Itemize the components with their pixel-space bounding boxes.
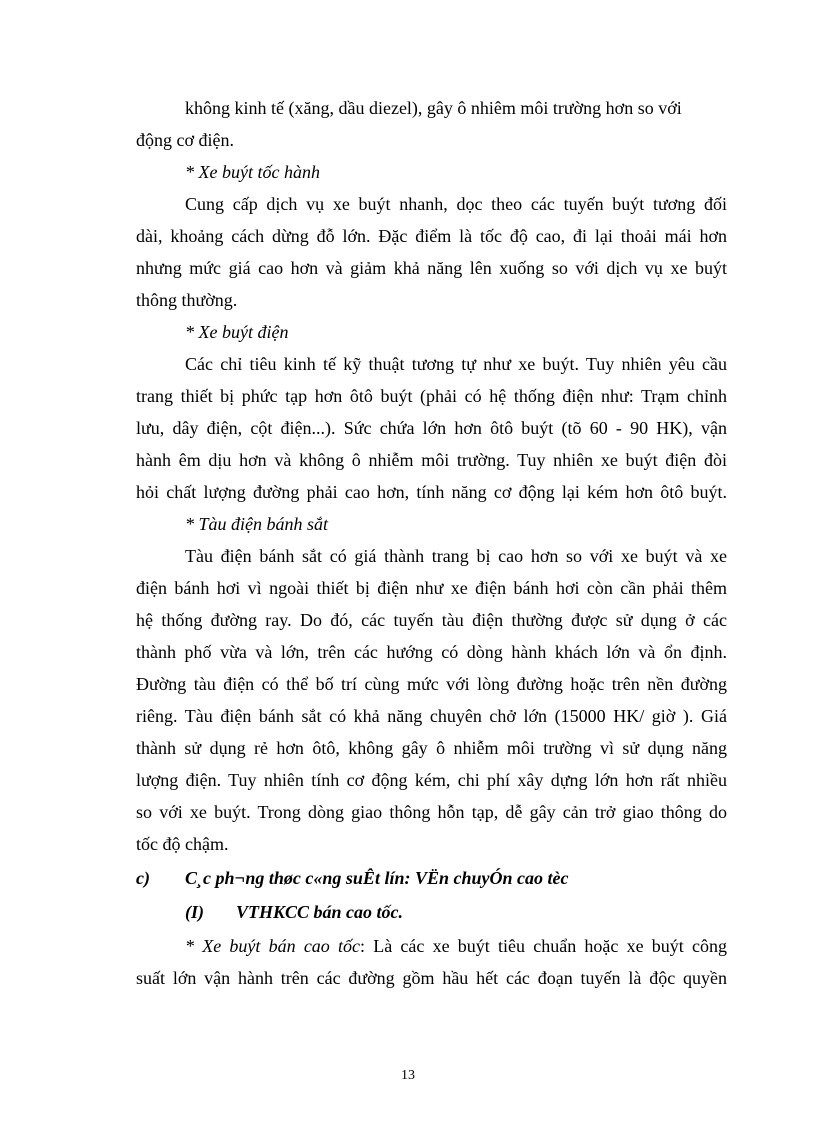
text-line: thành sử dụng rẻ hơn ôtô, không gây ô nhiễm môi trường vì sử dụng năng	[136, 738, 727, 758]
text-line	[185, 934, 727, 958]
text-line: hỏi chất lượng đường phải cao hơn, tính năng cơ động lại kém hơn ôtô buýt.	[136, 482, 727, 502]
text-line: dài, khoảng cách dừng đỗ lớn. Đặc điểm là tốc độ cao, đi lại thoải mái hơn	[136, 226, 727, 246]
lead-term: * Xe buýt bán cao tốc	[185, 936, 361, 956]
section-subheading: * Tàu điện bánh sắt	[185, 514, 329, 534]
heading-marker: (I)	[185, 902, 204, 922]
text-line: điện bánh hơi vì ngoài thiết bị điện như xe điện bánh hơi còn cần phải thêm	[136, 578, 727, 598]
heading-marker: c)	[136, 868, 150, 888]
text-line: riêng. Tàu điện bánh sắt có khả năng chuyên chở lớn (15000 HK/ giờ ). Giá	[136, 706, 727, 726]
text-line: động cơ điện.	[136, 130, 234, 150]
text-line: Đường tàu điện có thể bố trí cùng mức với lòng đường hoặc trên nền đường	[136, 674, 727, 694]
section-subheading: * Xe buýt tốc hành	[185, 162, 320, 182]
text-line: nhưng mức giá cao hơn và giảm khả năng lên xuống so với dịch vụ xe buýt	[136, 258, 727, 278]
text-line: hành êm dịu hơn và không ô nhiễm môi trường. Tuy nhiên xe buýt điện đòi	[136, 450, 727, 470]
text-line: lượng điện. Tuy nhiên tính cơ động kém, chi phí xây dựng lớn hơn rất nhiều	[136, 770, 727, 790]
text-line: so với xe buýt. Trong dòng giao thông hỗn tạp, dễ gây cản trở giao thông do	[136, 802, 727, 822]
text-line: thành phố vừa và lớn, trên các hướng có dòng hành khách lớn và ổn định.	[136, 642, 727, 662]
text-line: suất lớn vận hành trên các đường gồm hầu hết các đoạn tuyến là độc quyền	[136, 968, 727, 988]
section-subheading: * Xe buýt điện	[185, 322, 289, 342]
text-line: thông thường.	[136, 290, 238, 310]
text-line: trang thiết bị phức tạp hơn ôtô buýt (phải có hệ thống điện như: Trạm chỉnh	[136, 386, 727, 406]
text-line: không kinh tế (xăng, dầu diezel), gây ô nhiêm môi trường hơn so với	[185, 98, 682, 118]
section-heading: C¸c ph¬ng thøc c«ng suÊt lín: VËn chuyÓn cao tèc	[185, 868, 569, 888]
page-number: 13	[401, 1068, 415, 1083]
text-line: hệ thống đường ray. Do đó, các tuyến tàu điện thường được sử dụng ở các	[136, 610, 727, 630]
text-line: Cung cấp dịch vụ xe buýt nhanh, dọc theo các tuyến buýt tương đối	[185, 194, 727, 214]
subsection-heading: VTHKCC bán cao tốc.	[236, 902, 404, 922]
text-line: Tàu điện bánh sắt có giá thành trang bị cao hơn so với xe buýt và xe	[185, 546, 727, 566]
text-line: tốc độ chậm.	[136, 834, 229, 854]
lead-rest: : Là các xe buýt tiêu chuẩn hoặc xe buýt công	[360, 936, 727, 956]
text-line: lưu, dây điện, cột điện...). Sức chứa lớn hơn ôtô buýt (tõ 60 - 90 HK), vận	[136, 418, 727, 438]
text-line: Các chỉ tiêu kinh tế kỹ thuật tương tự như xe buýt. Tuy nhiên yêu cầu	[185, 354, 727, 374]
